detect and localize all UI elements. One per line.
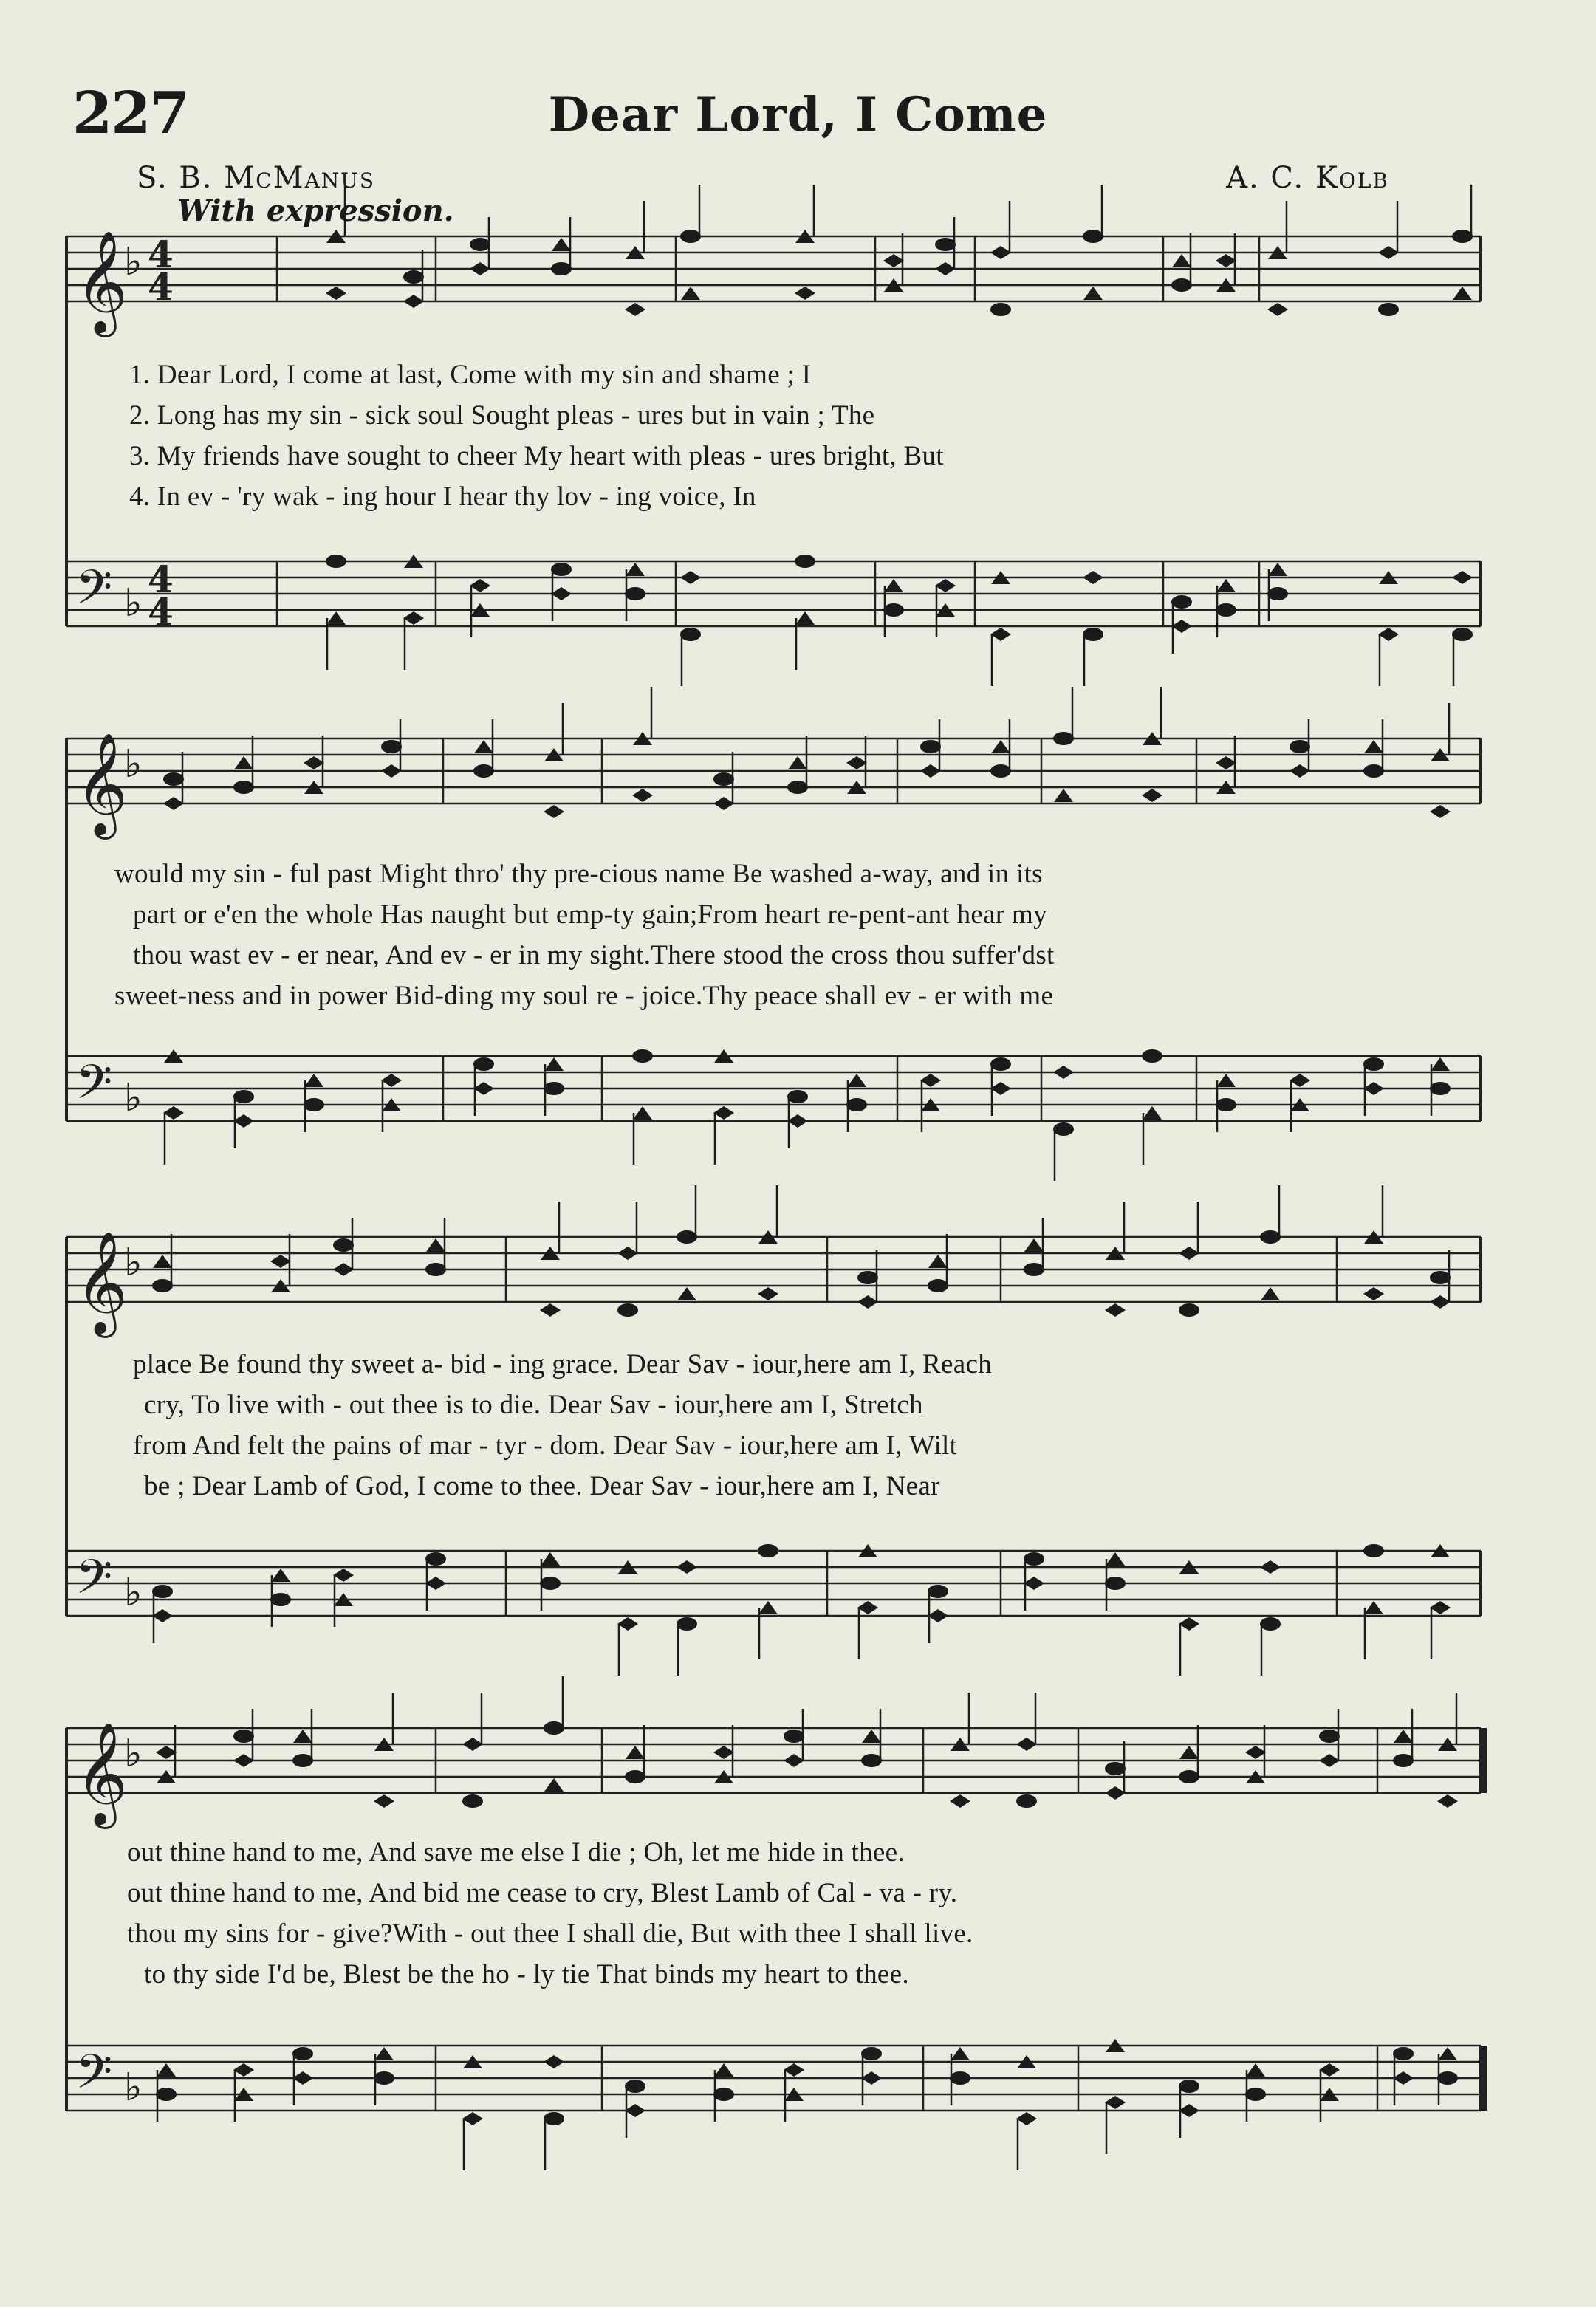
treble-clef-icon: 𝄞 xyxy=(75,733,128,835)
note-head xyxy=(293,1730,312,1743)
note-head xyxy=(1246,2063,1265,2077)
note-head xyxy=(304,756,324,769)
note-head xyxy=(152,1585,173,1598)
note-head xyxy=(1024,1263,1044,1276)
note-head xyxy=(1105,1786,1126,1800)
hymn-title: Dear Lord, I Come xyxy=(548,87,1048,143)
note-head xyxy=(1142,1049,1162,1063)
note-head xyxy=(1216,1074,1236,1087)
note-head xyxy=(374,1794,394,1808)
flat-sign-icon: ♭ xyxy=(124,581,143,625)
note-head xyxy=(1268,563,1287,576)
note-head xyxy=(333,1263,354,1276)
note-head xyxy=(758,1287,778,1300)
note-head xyxy=(540,1577,561,1590)
note-head xyxy=(632,1049,653,1063)
note-head xyxy=(403,611,424,625)
note-head xyxy=(1105,1762,1126,1775)
note-head xyxy=(787,1090,808,1103)
note-head xyxy=(152,1279,173,1292)
note-head xyxy=(381,764,402,778)
note-head xyxy=(1437,2071,1458,2085)
note-head xyxy=(857,1601,878,1614)
note-head xyxy=(473,764,494,778)
time-signature-top: 4 xyxy=(148,557,174,601)
note-head xyxy=(928,1609,948,1622)
note-head xyxy=(990,628,1011,641)
note-head xyxy=(1364,1601,1383,1614)
note-head xyxy=(1430,1295,1451,1309)
note-head xyxy=(233,2063,254,2077)
note-head xyxy=(1179,2104,1199,2117)
note-head xyxy=(1216,603,1236,617)
note-head xyxy=(1393,2071,1414,2085)
note-head xyxy=(1016,1738,1037,1751)
note-head xyxy=(552,238,571,251)
note-head xyxy=(713,1106,734,1120)
flat-sign-icon: ♭ xyxy=(124,742,143,786)
lyric-line: sweet-ness and in power Bid-ding my soul re - joice.Thy peace shall ev - er with me xyxy=(114,981,1054,1011)
note-head xyxy=(784,1754,804,1767)
note-head xyxy=(1216,579,1236,592)
lyric-line: 3. My friends have sought to cheer My heart with pleas - ures bright, But xyxy=(129,441,944,471)
note-head xyxy=(1290,1074,1310,1087)
note-head xyxy=(1452,628,1473,641)
note-head xyxy=(1054,789,1073,802)
note-head xyxy=(1083,628,1103,641)
note-head xyxy=(551,587,572,600)
lyric-line: out thine hand to me, And save me else I die ; Oh, let me hide in thee. xyxy=(127,1837,905,1868)
note-head xyxy=(326,287,346,300)
note-head xyxy=(861,2047,882,2060)
note-head xyxy=(883,254,904,267)
note-head xyxy=(233,1090,254,1103)
note-head xyxy=(787,1114,808,1128)
note-head xyxy=(470,579,490,592)
note-head xyxy=(758,1601,778,1614)
note-head xyxy=(935,238,956,251)
note-head xyxy=(1261,1287,1280,1300)
note-head xyxy=(1245,1746,1266,1759)
note-head xyxy=(152,1609,173,1622)
note-head xyxy=(1430,1601,1451,1614)
note-head xyxy=(474,740,493,753)
note-head xyxy=(1016,1794,1037,1808)
note-head xyxy=(1245,2088,1266,2101)
note-head xyxy=(551,262,572,275)
note-head xyxy=(462,1738,483,1751)
note-head xyxy=(470,238,490,251)
note-head xyxy=(1430,805,1451,818)
note-head xyxy=(713,772,734,786)
note-head xyxy=(1393,1754,1414,1767)
note-head xyxy=(788,756,807,769)
note-head xyxy=(846,1098,867,1111)
note-head xyxy=(883,603,904,617)
note-head xyxy=(1216,756,1236,769)
note-head xyxy=(857,1295,878,1309)
note-head xyxy=(1024,1552,1044,1566)
note-head xyxy=(1363,1287,1384,1300)
note-head xyxy=(1319,1730,1340,1743)
note-head xyxy=(1363,1082,1384,1095)
note-head xyxy=(1179,1770,1199,1783)
note-head xyxy=(163,797,184,810)
note-head xyxy=(625,303,645,316)
note-head xyxy=(292,2071,313,2085)
note-head xyxy=(326,611,346,625)
note-head xyxy=(758,1544,778,1557)
note-head xyxy=(680,571,701,584)
note-head xyxy=(990,1057,1011,1071)
flat-sign-icon: ♭ xyxy=(124,240,143,284)
note-head xyxy=(462,1794,483,1808)
note-head xyxy=(551,563,572,576)
note-head xyxy=(544,2055,564,2068)
note-head xyxy=(544,1778,564,1792)
note-head xyxy=(861,2071,882,2085)
note-head xyxy=(1172,254,1191,267)
note-head xyxy=(1319,2063,1340,2077)
note-head xyxy=(1024,1238,1044,1252)
note-head xyxy=(617,1247,638,1260)
note-head xyxy=(626,1746,645,1759)
note-head xyxy=(1452,230,1473,243)
note-head xyxy=(233,1114,254,1128)
note-head xyxy=(677,1230,697,1244)
note-head xyxy=(544,1082,564,1095)
note-head xyxy=(1053,1066,1074,1079)
note-head xyxy=(374,2071,394,2085)
note-head xyxy=(633,1106,652,1120)
final-barline xyxy=(1479,2046,1487,2111)
note-head xyxy=(714,2063,733,2077)
note-head xyxy=(950,2071,970,2085)
lyric-line: 2. Long has my sin - sick soul Sought pleas - ures but in vain ; The xyxy=(129,400,875,431)
lyric-line: out thine hand to me, And bid me cease to cry, Blest Lamb of Cal - va - ry. xyxy=(127,1878,958,1908)
note-head xyxy=(787,781,808,794)
author: S. B. McManus xyxy=(137,161,376,195)
time-signature-bottom: 4 xyxy=(148,264,174,309)
note-head xyxy=(462,2112,483,2125)
note-head xyxy=(163,772,184,786)
note-head xyxy=(426,1238,445,1252)
note-head xyxy=(163,1106,184,1120)
note-head xyxy=(1106,1552,1125,1566)
note-head xyxy=(617,1303,638,1317)
note-head xyxy=(1105,2096,1126,2109)
note-head xyxy=(846,756,867,769)
final-barline xyxy=(1479,1728,1487,1793)
note-head xyxy=(1143,1106,1162,1120)
note-head xyxy=(233,781,254,794)
note-head xyxy=(990,303,1011,316)
note-head xyxy=(1105,1577,1126,1590)
treble-clef-icon: 𝄞 xyxy=(75,230,128,333)
note-head xyxy=(381,740,402,753)
note-head xyxy=(1319,1754,1340,1767)
note-head xyxy=(1453,287,1472,300)
note-head xyxy=(1179,1746,1199,1759)
note-head xyxy=(1171,620,1192,633)
note-head xyxy=(1267,587,1288,600)
note-head xyxy=(1430,1082,1451,1095)
composer: A. C. Kolb xyxy=(1226,161,1389,195)
flat-sign-icon: ♭ xyxy=(124,1241,143,1285)
lyric-line: be ; Dear Lamb of God, I come to thee. Dear Sav - iour,here am I, Near xyxy=(144,1471,940,1501)
lyric-line: thou wast ev - er near, And ev - er in my sight.There stood the cross thou suffer'dst xyxy=(133,940,1055,970)
note-head xyxy=(928,1585,948,1598)
note-head xyxy=(935,262,956,275)
note-head xyxy=(1378,628,1399,641)
note-head xyxy=(847,1074,866,1087)
note-head xyxy=(292,2047,313,2060)
treble-clef-icon: 𝄞 xyxy=(75,1231,128,1334)
note-head xyxy=(1394,1730,1413,1743)
note-head xyxy=(1363,1057,1384,1071)
note-head xyxy=(473,1082,494,1095)
note-head xyxy=(857,1271,878,1284)
note-head xyxy=(784,1730,804,1743)
note-head xyxy=(544,2112,564,2125)
note-head xyxy=(1260,1230,1281,1244)
note-head xyxy=(1437,1794,1458,1808)
note-head xyxy=(156,1746,177,1759)
note-head xyxy=(470,262,490,275)
tempo-marking: With expression. xyxy=(177,193,454,228)
note-head xyxy=(270,1255,291,1268)
note-head xyxy=(920,1074,941,1087)
bass-clef-icon: 𝄢 xyxy=(75,2045,113,2111)
note-head xyxy=(333,1238,354,1252)
note-head xyxy=(928,1255,948,1268)
note-head xyxy=(920,740,941,753)
lyric-line: 4. In ev - 'ry wak - ing hour I hear thy lov - ing voice, In xyxy=(129,481,756,512)
note-head xyxy=(677,1560,697,1574)
note-head xyxy=(681,287,700,300)
note-head xyxy=(1364,740,1383,753)
note-head xyxy=(920,764,941,778)
note-head xyxy=(1105,1303,1126,1317)
note-head xyxy=(425,1577,446,1590)
note-head xyxy=(1053,732,1074,745)
note-head xyxy=(544,1721,564,1735)
time-signature-top: 4 xyxy=(148,232,174,276)
note-head xyxy=(1438,2047,1457,2060)
note-head xyxy=(1083,287,1103,300)
note-head xyxy=(1024,1577,1044,1590)
note-head xyxy=(713,2088,734,2101)
note-head xyxy=(1430,1271,1451,1284)
note-head xyxy=(677,1287,696,1300)
note-head xyxy=(1216,254,1236,267)
note-head xyxy=(862,1730,881,1743)
note-head xyxy=(270,1593,291,1606)
flat-sign-icon: ♭ xyxy=(124,1076,143,1120)
lyric-line: would my sin - ful past Might thro' thy pre-cious name Be washed a-way, and in its xyxy=(114,859,1043,889)
note-head xyxy=(1171,278,1192,292)
note-head xyxy=(625,2080,645,2093)
note-head xyxy=(928,1279,948,1292)
note-head xyxy=(1260,1617,1281,1631)
bass-clef-icon: 𝄢 xyxy=(75,561,113,627)
note-head xyxy=(632,789,653,802)
note-head xyxy=(795,555,815,568)
note-head xyxy=(1171,595,1192,609)
note-head xyxy=(1393,2047,1414,2060)
note-head xyxy=(333,1569,354,1582)
lyric-line: cry, To live with - out thee is to die. Dear Sav - iour,here am I, Stretch xyxy=(144,1390,923,1420)
note-head xyxy=(795,611,815,625)
note-head xyxy=(374,2047,394,2060)
note-head xyxy=(990,1082,1011,1095)
note-head xyxy=(271,1569,290,1582)
note-head xyxy=(473,1057,494,1071)
note-head xyxy=(990,764,1011,778)
note-head xyxy=(861,1754,882,1767)
note-head xyxy=(625,2104,645,2117)
note-head xyxy=(795,287,815,300)
note-head xyxy=(1179,1617,1199,1631)
note-head xyxy=(540,1303,561,1317)
note-head xyxy=(784,2063,804,2077)
note-head xyxy=(625,1770,645,1783)
note-head xyxy=(1378,303,1399,316)
note-head xyxy=(713,797,734,810)
note-head xyxy=(1216,1098,1236,1111)
note-head xyxy=(304,1098,324,1111)
note-head xyxy=(292,1754,313,1767)
note-head xyxy=(950,1794,970,1808)
note-head xyxy=(991,740,1010,753)
note-head xyxy=(990,246,1011,259)
note-head xyxy=(1083,571,1103,584)
note-head xyxy=(1290,740,1310,753)
note-head xyxy=(625,587,645,600)
note-head xyxy=(1260,1560,1281,1574)
flat-sign-icon: ♭ xyxy=(124,1571,143,1615)
note-head xyxy=(156,2088,177,2101)
note-head xyxy=(1016,2112,1037,2125)
note-head xyxy=(381,1074,402,1087)
note-head xyxy=(304,1074,323,1087)
time-signature-bottom: 4 xyxy=(148,589,174,634)
note-head xyxy=(680,628,701,641)
note-head xyxy=(1363,764,1384,778)
note-head xyxy=(1179,1303,1199,1317)
flat-sign-icon: ♭ xyxy=(124,1732,143,1776)
lyric-line: 1. Dear Lord, I come at last, Come with my sin and shame ; I xyxy=(129,360,812,390)
note-head xyxy=(544,1057,564,1071)
note-head xyxy=(1142,789,1162,802)
note-head xyxy=(1267,303,1288,316)
lyric-line: place Be found thy sweet a- bid - ing grace. Dear Sav - iour,here am I, Reach xyxy=(133,1349,993,1379)
bass-clef-icon: 𝄢 xyxy=(75,1550,113,1617)
note-head xyxy=(1431,1057,1450,1071)
note-head xyxy=(617,1617,638,1631)
lyric-line: to thy side I'd be, Blest be the ho - ly tie That binds my heart to thee. xyxy=(144,1959,909,1989)
note-head xyxy=(935,579,956,592)
note-head xyxy=(1179,2080,1199,2093)
note-head xyxy=(1053,1122,1074,1136)
flat-sign-icon: ♭ xyxy=(124,2066,143,2110)
lyric-line: thou my sins for - give?With - out thee I shall die, But with thee I shall live. xyxy=(127,1919,973,1949)
note-head xyxy=(1290,764,1310,778)
note-head xyxy=(233,1730,254,1743)
note-head xyxy=(1083,230,1103,243)
note-head xyxy=(884,579,903,592)
note-head xyxy=(680,230,701,243)
bass-clef-icon: 𝄢 xyxy=(75,1055,113,1122)
treble-clef-icon: 𝄞 xyxy=(75,1722,128,1825)
note-head xyxy=(425,1552,446,1566)
lyric-line: from And felt the pains of mar - tyr - dom. Dear Sav - iour,here am I, Wilt xyxy=(133,1430,958,1461)
note-head xyxy=(541,1552,560,1566)
note-head xyxy=(626,563,645,576)
note-head xyxy=(544,805,564,818)
note-head xyxy=(677,1617,697,1631)
lyric-line: part or e'en the whole Has naught but emp-ty gain;From heart re-pent-ant hear my xyxy=(133,899,1047,930)
note-head xyxy=(1179,1247,1199,1260)
note-head xyxy=(1378,246,1399,259)
note-head xyxy=(403,270,424,284)
note-head xyxy=(233,1754,254,1767)
note-head xyxy=(153,1255,172,1268)
note-head xyxy=(157,2063,176,2077)
hymn-number: 227 xyxy=(72,80,188,147)
note-head xyxy=(713,1746,734,1759)
note-head xyxy=(326,555,346,568)
note-head xyxy=(403,295,424,308)
note-head xyxy=(1363,1544,1384,1557)
note-head xyxy=(234,756,253,769)
note-head xyxy=(1452,571,1473,584)
note-head xyxy=(951,2047,970,2060)
note-head xyxy=(425,1263,446,1276)
